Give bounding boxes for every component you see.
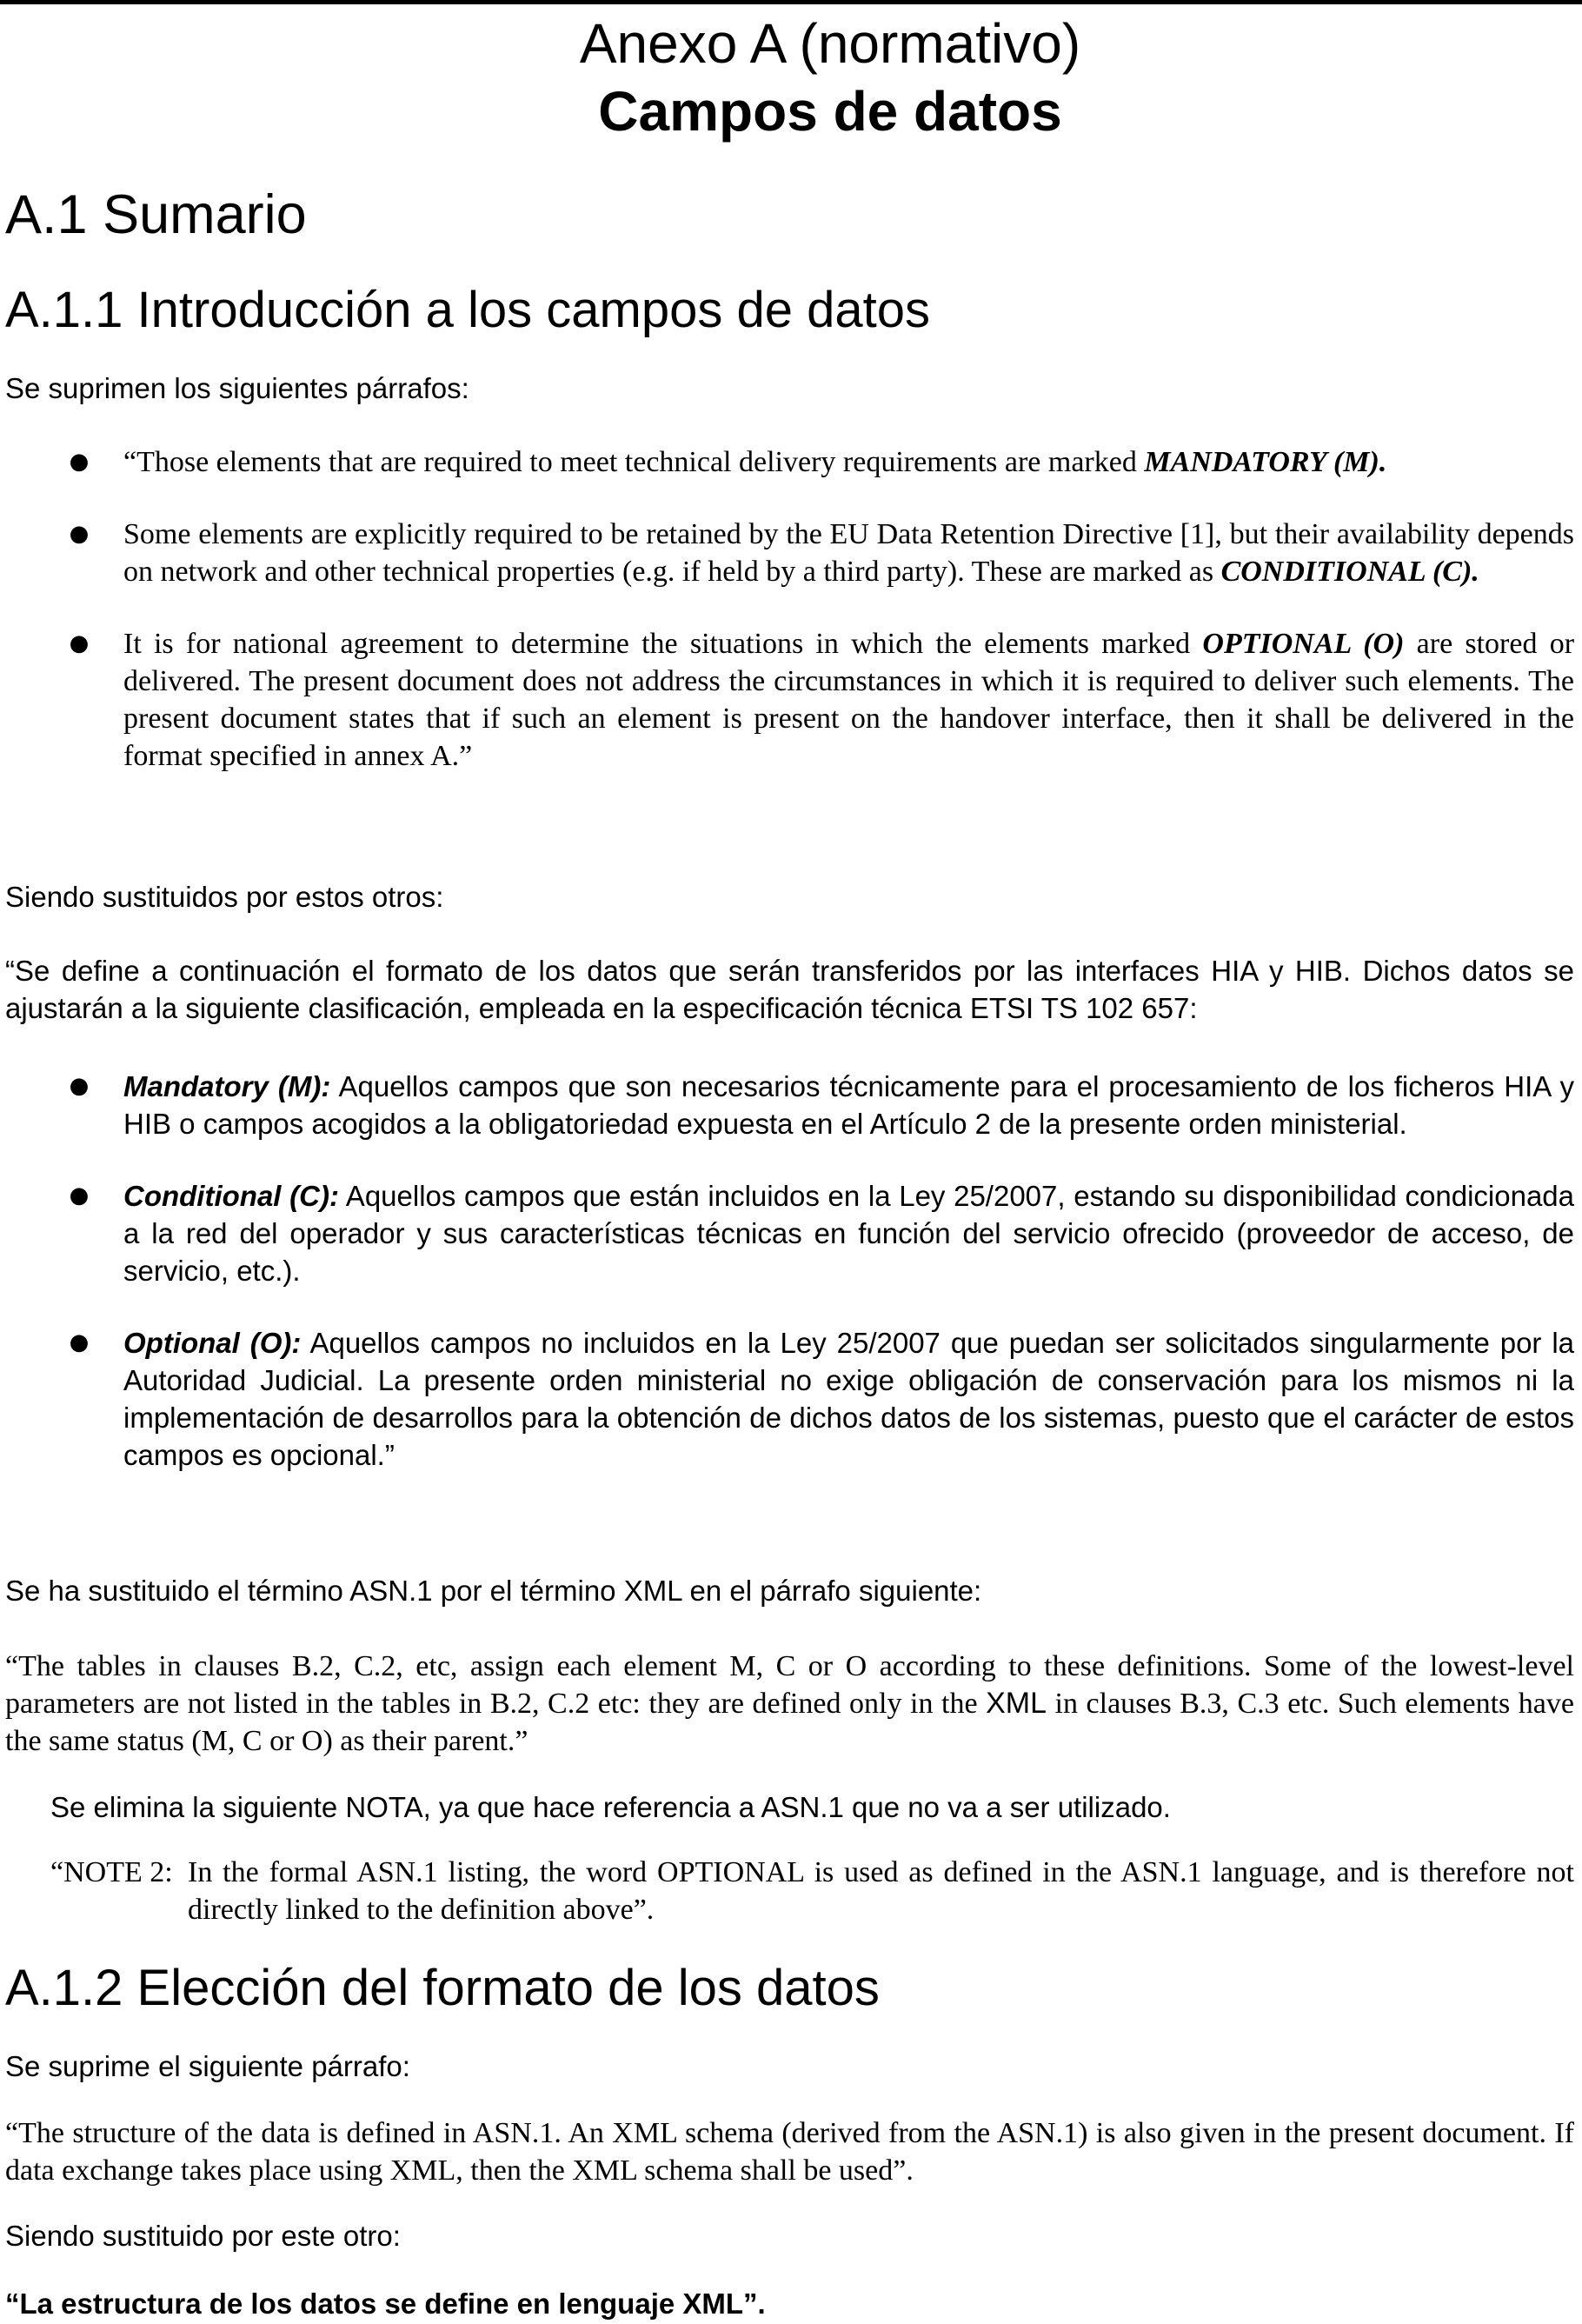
tables-text: “The tables in clauses B.2, C.2, etc, assign each element M, C or O according to these definitions. Some of the lowest-level parameters are not listed in the tables in B.2, C.2 etc: they are defined only in the <box>5 1650 1574 1720</box>
list-item <box>5 1177 1574 1289</box>
bullet-term: Optional (O): <box>123 1327 302 1359</box>
bullet-term: Mandatory (M): <box>123 1070 331 1102</box>
bullet-text: Aquellos campos que están incluidos en la Ley 25/2007, estando su disponibilidad condicionada a la red del operador y sus características técnicas en función del servicio ofrecido (proveedor de acceso, de servicio, etc.). <box>123 1180 1575 1287</box>
replaced-intro: Siendo sustituidos por estos otros: <box>5 881 444 913</box>
top-rule <box>0 0 1582 4</box>
note-text: In the formal ASN.1 listing, the word OPTIONAL is used as defined in the ASN.1 language, and is therefore not directly linked to the definition above”. <box>188 1856 1574 1926</box>
section-a11-heading: A.1.1 Introducción a los campos de datos <box>5 282 930 338</box>
note-paragraph <box>50 1854 1574 1928</box>
list-item <box>5 625 1574 775</box>
annex-title: Anexo A (normativo) <box>579 12 1081 75</box>
bullet-text: Some elements are explicitly required to be retained by the EU Data Retention Directive [1], but their availability depends on network and other technical properties (e.g. if held by a third party). These are marked as <box>123 518 1574 588</box>
bullet-term: MANDATORY (M). <box>1144 446 1387 478</box>
bullet-text: Aquellos campos que son necesarios técnicamente para el procesamiento de los ficheros HIA y HIB o campos acogidos a la obligatoriedad expuesta en el Artículo 2 de la presente orden ministerial. <box>123 1070 1574 1140</box>
section-a1-heading: A.1 Sumario <box>5 184 307 245</box>
bullet-icon: ● <box>69 521 90 547</box>
removed-bullets-list <box>5 443 1574 775</box>
bullet-text: Aquellos campos no incluidos en la Ley 25/2007 que puedan ser solicitados singularmente por la Autoridad Judicial. La presente orden ministerial no exige obligación de conservación para los mismos ni la implementación de desarrollos para la obtención de dichos datos de los sistemas, puesto que el carácter de estos campos es opcional.” <box>123 1327 1574 1471</box>
a12-replaced-intro: Siendo sustituido por este otro: <box>5 2220 401 2252</box>
list-item <box>5 1324 1574 1474</box>
bullet-icon: ● <box>69 1182 90 1209</box>
tables-paragraph <box>5 1648 1574 1760</box>
bullet-term: OPTIONAL (O) <box>1202 628 1405 660</box>
note-label: “NOTE 2: <box>50 1856 173 1888</box>
a12-replaced-paragraph: “La estructura de los datos se define en lenguaje XML”. <box>5 2287 766 2320</box>
list-item <box>5 1068 1574 1142</box>
note-intro: Se elimina la siguiente NOTA, ya que hace referencia a ASN.1 que no va a ser utilizado. <box>50 1791 1171 1823</box>
bullet-icon: ● <box>69 449 90 475</box>
bullet-icon: ● <box>69 630 90 656</box>
list-item <box>5 443 1574 481</box>
asn-intro: Se ha sustituido el término ASN.1 por el término XML en el párrafo siguiente: <box>5 1575 982 1607</box>
bullet-term: CONDITIONAL (C). <box>1220 556 1479 588</box>
removed-intro: Se suprimen los siguientes párrafos: <box>5 372 469 404</box>
section-a12-heading: A.1.2 Elección del formato de los datos <box>5 1960 880 2016</box>
bullet-text: It is for national agreement to determine the situations in which the elements marked <box>123 628 1203 660</box>
list-item <box>5 516 1574 590</box>
replaced-paragraph: “Se define a continuación el formato de los datos que serán transferidos por las interfaces HIA y HIB. Dichos datos se ajustarán a la siguiente clasificación, empleada en la especificación técnica ETSI TS 102 657: <box>5 955 1574 1024</box>
new-bullets-list <box>5 1068 1574 1474</box>
annex-subtitle: Campos de datos <box>598 80 1062 143</box>
bullet-icon: ● <box>69 1329 90 1355</box>
bullet-term: Conditional (C): <box>123 1180 339 1212</box>
tables-text-post: in clauses B.3, C.3 etc. Such elements have the same status (M, C or O) as their parent.” <box>5 1688 1574 1757</box>
bullet-text-post: are stored or delivered. The present document does not address the circumstances in which it is required to deliver such elements. The present document states that if such an element is present on the handover interface, then it shall be delivered in the format specified in annex A.” <box>123 628 1575 772</box>
bullet-text: “Those elements that are required to meet technical delivery requirements are marked <box>123 446 1145 478</box>
a12-removed-paragraph: “The structure of the data is defined in ASN.1. An XML schema (derived from the ASN.1) is also given in the present document. If data exchange takes place using XML, then the XML schema shall be used”. <box>5 2117 1574 2187</box>
tables-xml-term: XML <box>986 1687 1047 1720</box>
bullet-icon: ● <box>69 1073 90 1099</box>
a12-intro: Se suprime el siguiente párrafo: <box>5 2050 410 2082</box>
